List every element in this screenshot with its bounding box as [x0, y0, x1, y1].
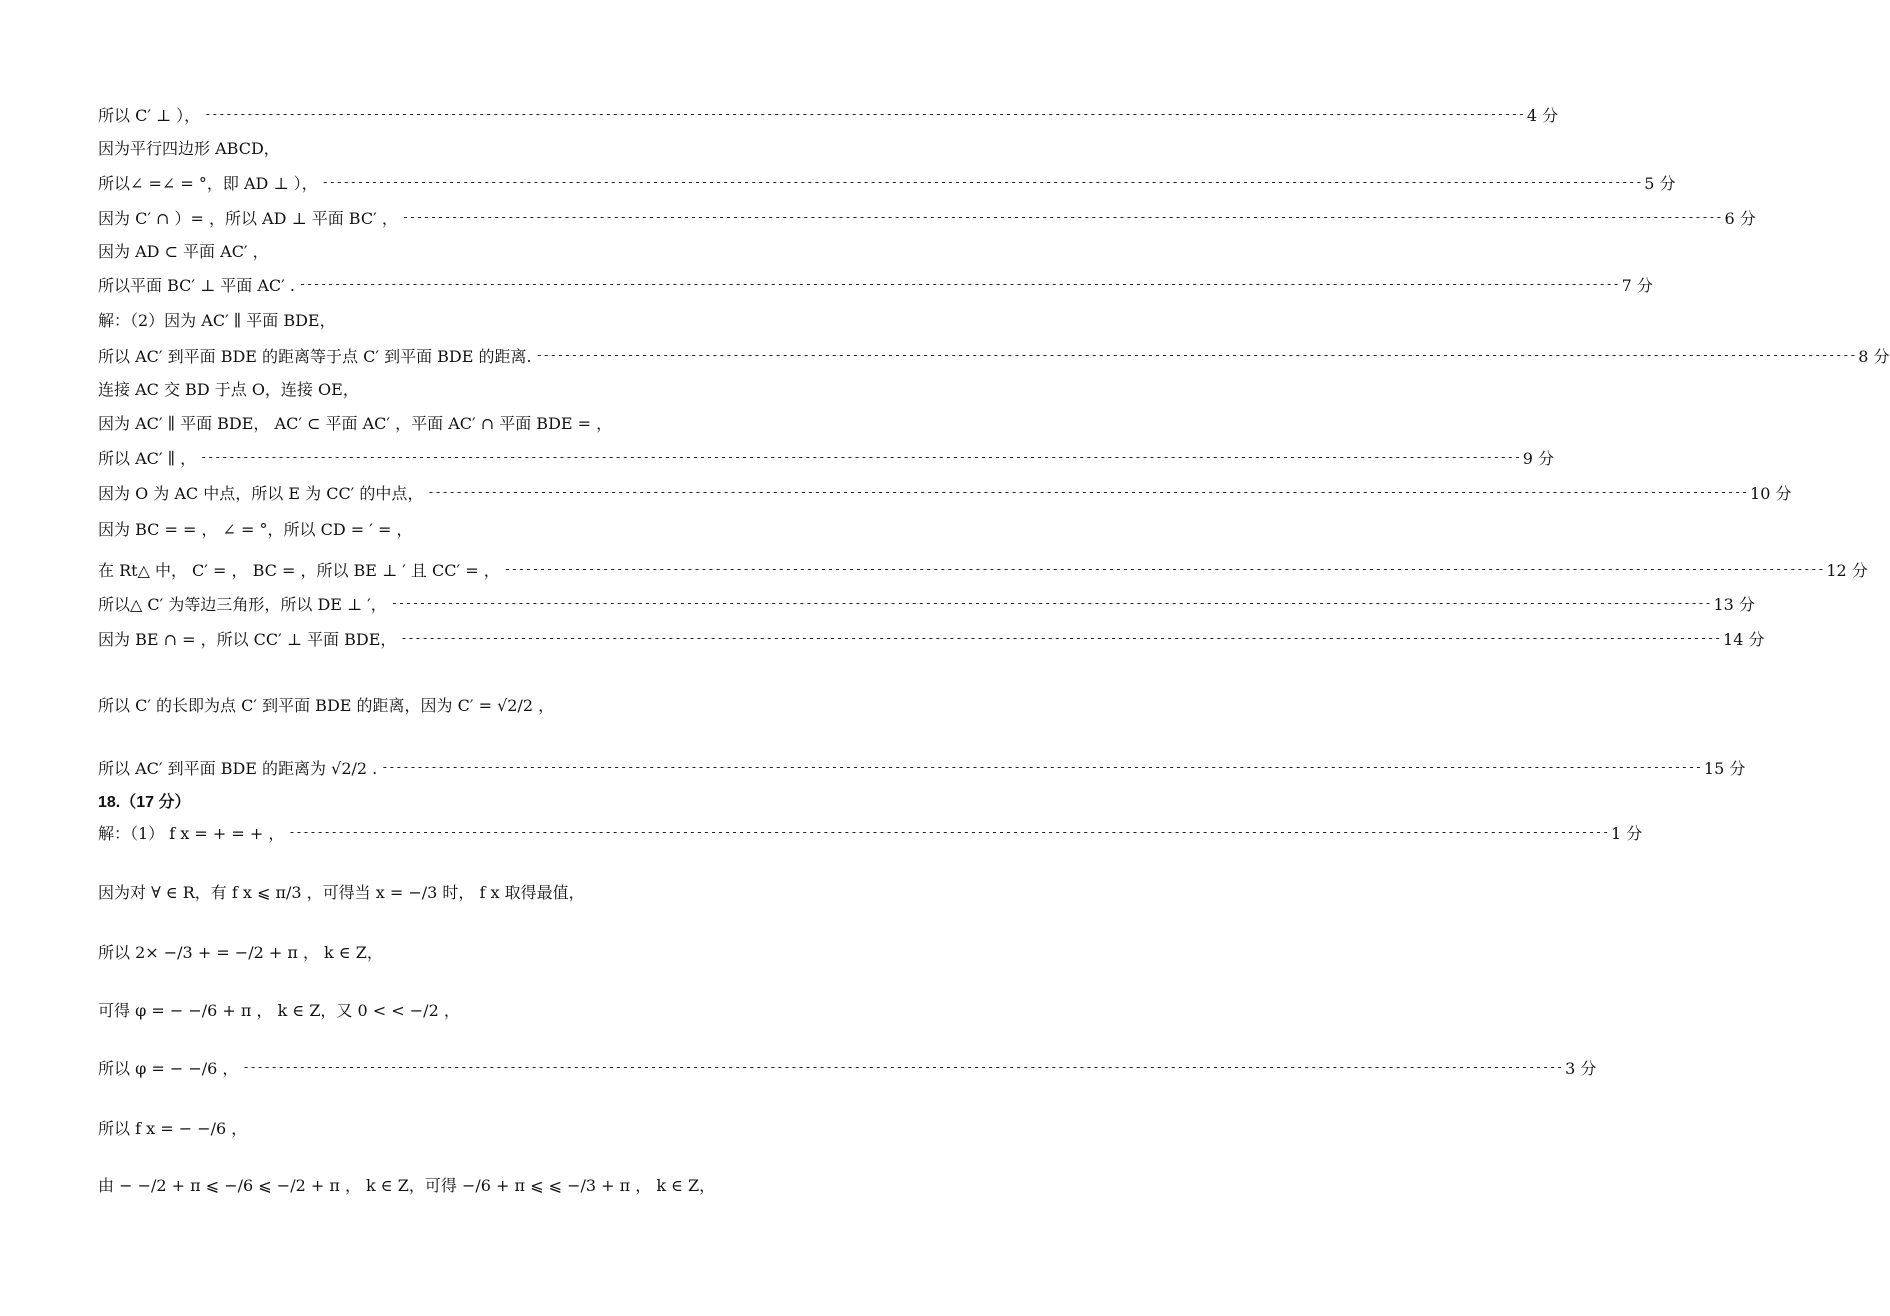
solution-line: [98, 818, 1643, 844]
score-label: 1 分: [1611, 824, 1643, 843]
score-label: 10 分: [1750, 484, 1792, 503]
line-text: 解：（1） f x = + = + ，: [98, 824, 285, 843]
line-text: 因为 O 为 AC 中点，所以 E 为 CC′ 的中点，: [98, 484, 424, 503]
solution-line: [98, 305, 834, 331]
solution-line: [98, 408, 834, 434]
dash-leader: --------------------------------------------------------------------------------------------------------------------------------------------------------------------------------------------: [321, 175, 1643, 189]
line-text: 所以 φ = − −/6 ，: [98, 1059, 239, 1078]
score-label: 6 分: [1724, 209, 1756, 228]
solution-line: [98, 995, 834, 1021]
line-text: 所以 C′ ⊥ ），: [98, 106, 201, 125]
line-text: 由 − −/2 + π ⩽ −/6 ⩽ −/2 + π ， k ∈ Z，可得 −/6 + π ⩽ ⩽ −/3 + π ， k ∈ Z，: [98, 1176, 716, 1195]
line-text: 所以 AC′ ∥ ，: [98, 449, 197, 468]
line-text: 因为 C′ ∩ ）= ，所以 AD ⊥ 平面 BC′ ，: [98, 209, 398, 228]
solution-line: [98, 753, 1746, 779]
line-text: 因为平行四边形 ABCD，: [98, 139, 280, 158]
dash-leader: --------------------------------------------------------------------------------------------------------------------------------------------------------------------------------------------: [427, 485, 1749, 499]
solution-line: [98, 133, 834, 159]
solution-line: [98, 937, 834, 963]
line-text: 因为 AC′ ∥ 平面 BDE， AC′ ⊂ 平面 AC′ ，平面 AC′ ∩ 平面 BDE = ，: [98, 414, 613, 433]
line-text: 所以 2× −/3 + = −/2 + π ， k ∈ Z，: [98, 943, 383, 962]
dash-leader: --------------------------------------------------------------------------------------------------------------------------------------------------------------------------------------------: [390, 596, 1712, 610]
line-text: 因为 AD ⊂ 平面 AC′ ，: [98, 242, 269, 261]
dash-leader: --------------------------------------------------------------------------------------------------------------------------------------------------------------------------------------------: [242, 1060, 1564, 1074]
score-label: 5 分: [1644, 174, 1676, 193]
solution-line: [98, 589, 1755, 615]
solution-line: [98, 690, 834, 716]
solution-line: [98, 270, 1653, 296]
solution-line: [98, 555, 1868, 581]
dash-leader: --------------------------------------------------------------------------------------------------------------------------------------------------------------------------------------------: [200, 450, 1521, 464]
line-text: 所以△ C′ 为等边三角形，所以 DE ⊥ ′，: [98, 595, 387, 614]
line-text: 因为 BC = = ， ∠ = °，所以 CD = ′ = ，: [98, 520, 413, 539]
solution-line: [98, 203, 1756, 229]
score-label: 12 分: [1826, 561, 1868, 580]
solution-line: [98, 100, 1559, 126]
line-text: 因为对 ∀ ∈ R，有 f x ⩽ π/3 ，可得当 x = −/3 时， f x 取得最值，: [98, 883, 585, 902]
dash-leader: --------------------------------------------------------------------------------------------------------------------------------------------------------------------------------------------: [381, 760, 1702, 774]
score-label: 8 分: [1858, 347, 1890, 366]
dash-leader: --------------------------------------------------------------------------------------------------------------------------------------------------------------------------------------------: [204, 107, 1525, 121]
question-heading: [98, 786, 834, 812]
solution-line: [98, 341, 1890, 367]
solution-line: [98, 1170, 834, 1196]
solution-line: [98, 374, 834, 400]
line-text: 所以平面 BC′ ⊥ 平面 AC′ .: [98, 276, 295, 295]
line-text: 所以∠ =∠ = °，即 AD ⊥ ），: [98, 174, 318, 193]
line-text: 因为 BE ∩ = ，所以 CC′ ⊥ 平面 BDE，: [98, 630, 397, 649]
line-text: 所以 f x = − −/6 ，: [98, 1119, 248, 1138]
line-text: 可得 φ = − −/6 + π ， k ∈ Z，又 0 < < −/2 ，: [98, 1001, 460, 1020]
solution-line: [98, 1113, 834, 1139]
line-text: 所以 AC′ 到平面 BDE 的距离等于点 C′ 到平面 BDE 的距离.: [98, 347, 532, 366]
question-number: 18.（17 分）: [98, 794, 191, 811]
score-label: 3 分: [1565, 1059, 1597, 1078]
dash-leader: --------------------------------------------------------------------------------------------------------------------------------------------------------------------------------------------: [503, 562, 1825, 576]
score-label: 4 分: [1526, 106, 1559, 125]
solution-line: [98, 168, 1676, 194]
solution-line: [98, 624, 1765, 650]
dash-leader: --------------------------------------------------------------------------------------------------------------------------------------------------------------------------------------------: [400, 631, 1722, 645]
score-label: 9 分: [1522, 449, 1555, 468]
dash-leader: --------------------------------------------------------------------------------------------------------------------------------------------------------------------------------------------: [535, 348, 1857, 362]
line-text: 所以 C′ 的长即为点 C′ 到平面 BDE 的距离，因为 C′ = √2/2 ，: [98, 696, 555, 715]
solution-line: [98, 236, 834, 262]
score-label: 14 分: [1723, 630, 1765, 649]
line-text: 连接 AC 交 BD 于点 O，连接 OE，: [98, 380, 359, 399]
dash-leader: --------------------------------------------------------------------------------------------------------------------------------------------------------------------------------------------: [288, 825, 1609, 839]
line-text: 在 Rt△ 中， C′ = ， BC = ，所以 BE ⊥ ′ 且 CC′ = ，: [98, 561, 500, 580]
score-label: 7 分: [1621, 276, 1653, 295]
dash-leader: --------------------------------------------------------------------------------------------------------------------------------------------------------------------------------------------: [401, 210, 1723, 224]
dash-leader: --------------------------------------------------------------------------------------------------------------------------------------------------------------------------------------------: [298, 277, 1620, 291]
line-text: 解：（2）因为 AC′ ∥ 平面 BDE，: [98, 311, 336, 330]
solution-line: [98, 877, 834, 903]
solution-line: [98, 478, 1792, 504]
solution-line: [98, 514, 834, 540]
score-label: 15 分: [1703, 759, 1746, 778]
solution-line: [98, 1053, 1597, 1079]
line-text: 所以 AC′ 到平面 BDE 的距离为 √2/2 .: [98, 759, 378, 778]
solution-line: [98, 443, 1555, 469]
score-label: 13 分: [1713, 595, 1755, 614]
